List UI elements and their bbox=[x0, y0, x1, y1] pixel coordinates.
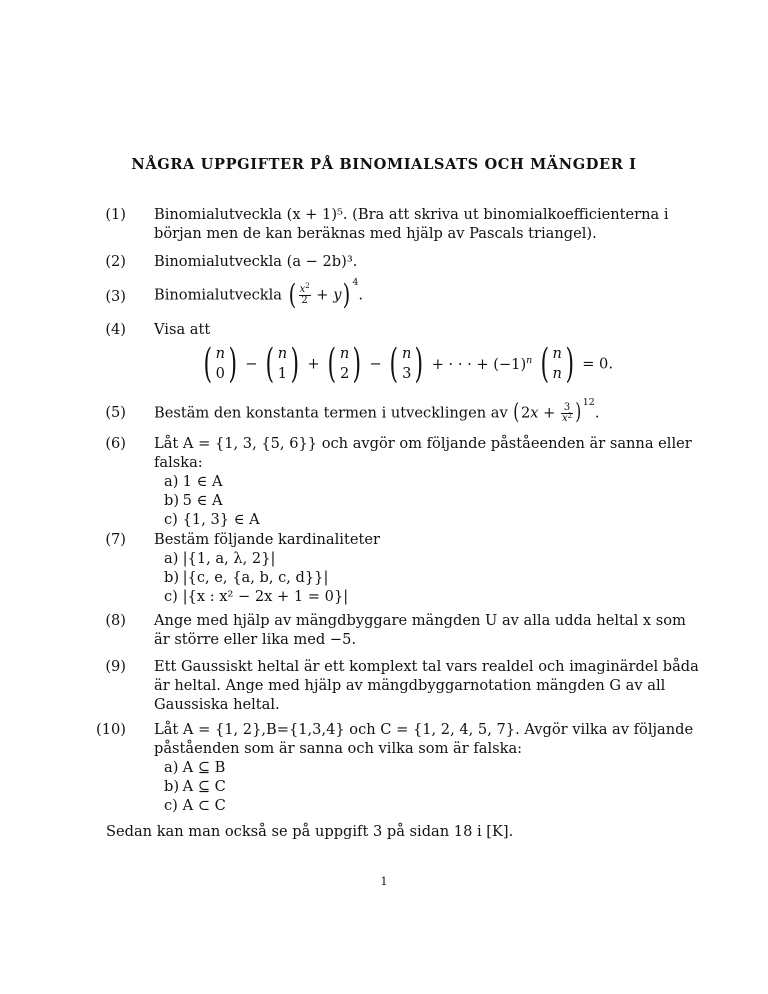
sub-item: c) {1, 3} ∈ A bbox=[164, 511, 260, 528]
exponent: 12 bbox=[582, 397, 595, 408]
exercise-text: är större eller lika med −5. bbox=[154, 631, 357, 648]
exercise-number: (10) bbox=[96, 721, 126, 738]
exercise-number: (8) bbox=[105, 612, 126, 629]
exponent: 4 bbox=[352, 277, 359, 288]
exercise-text: Gaussiska heltal. bbox=[154, 696, 280, 713]
exercise-number: (3) bbox=[105, 288, 126, 305]
sub-item: b) |{c, e, {a, b, c, d}}| bbox=[164, 569, 329, 586]
exercise-text: Låt A = {1, 2},B={1,3,4} och C = {1, 2, 4, 5, 7}. Avgör vilka av följande bbox=[154, 721, 694, 738]
math-expression: (2x + $\frac{3}{x^2}$ )$^{12}$. bbox=[513, 397, 600, 425]
exercise-number: (2) bbox=[105, 253, 126, 270]
exercise-text: Låt A = {1, 3, {5, 6}} och avgör om följande påståeenden är sanna eller bbox=[154, 435, 692, 452]
sub-item: a) |{1, a, λ, 2}| bbox=[164, 550, 276, 567]
exercise-text: Binomialutveckla (a − 2b)³. bbox=[154, 253, 358, 270]
exercise-text: falska: bbox=[154, 454, 203, 471]
page-number: 1 bbox=[380, 875, 388, 888]
exercise-text: Visa att bbox=[154, 321, 211, 338]
exercise-text: början men de kan beräknas med hjälp av Pascals triangel). bbox=[154, 225, 597, 242]
exercise-text: Ett Gaussiskt heltal är ett komplext tal vars realdel och imaginärdel båda bbox=[154, 658, 699, 675]
exercise-number: (5) bbox=[105, 404, 126, 421]
sub-item: b) 5 ∈ A bbox=[164, 492, 223, 509]
closing-note: Sedan kan man också se på uppgift 3 på sidan 18 i [K]. bbox=[106, 823, 514, 840]
exercise-number: (7) bbox=[105, 531, 126, 548]
sub-item: b) A ⊆ C bbox=[164, 778, 226, 795]
sub-item: a) 1 ∈ A bbox=[164, 473, 223, 490]
equation-result: = 0. bbox=[582, 355, 613, 373]
exercise-number: (4) bbox=[105, 321, 126, 338]
exercise-number: (1) bbox=[105, 206, 126, 223]
binomial-identity: ( n 0 ) − ( n 1 ) + ( n 2 ) − ( n 3 ) + · · · + $(-1)^n$ ( n n ) = 0. bbox=[203, 341, 613, 387]
exercise-text: är heltal. Ange med hjälp av mängdbyggarnotation mängden G av all bbox=[154, 677, 666, 694]
exercise-text: Binomialutveckla (x + 1)⁵. (Bra att skriva ut binomialkoefficienterna i bbox=[154, 206, 669, 223]
sub-item: c) A ⊂ C bbox=[164, 797, 226, 814]
math-expression: ( $\frac{x^2}{2}$ + y) $^4$. bbox=[288, 277, 364, 311]
exercise-text: Bestäm följande kardinaliteter bbox=[154, 531, 380, 548]
exercise-text: Binomialutveckla bbox=[154, 286, 282, 304]
page-title: NÅGRA UPPGIFTER PÅ BINOMIALSATS OCH MÄNGDER I bbox=[131, 156, 637, 173]
exercise-number: (6) bbox=[105, 435, 126, 452]
exercise-text: Bestäm den konstanta termen i utvecklingen av bbox=[154, 404, 508, 422]
sub-item: c) |{x : x² − 2x + 1 = 0}| bbox=[164, 588, 349, 605]
exercise-text: Ange med hjälp av mängdbyggare mängden U av alla udda heltal x som bbox=[154, 612, 686, 629]
exercise-number: (9) bbox=[105, 658, 126, 675]
exercise-text: påståenden som är sanna och vilka som är falska: bbox=[154, 740, 523, 757]
sub-item: a) A ⊆ B bbox=[164, 759, 226, 776]
